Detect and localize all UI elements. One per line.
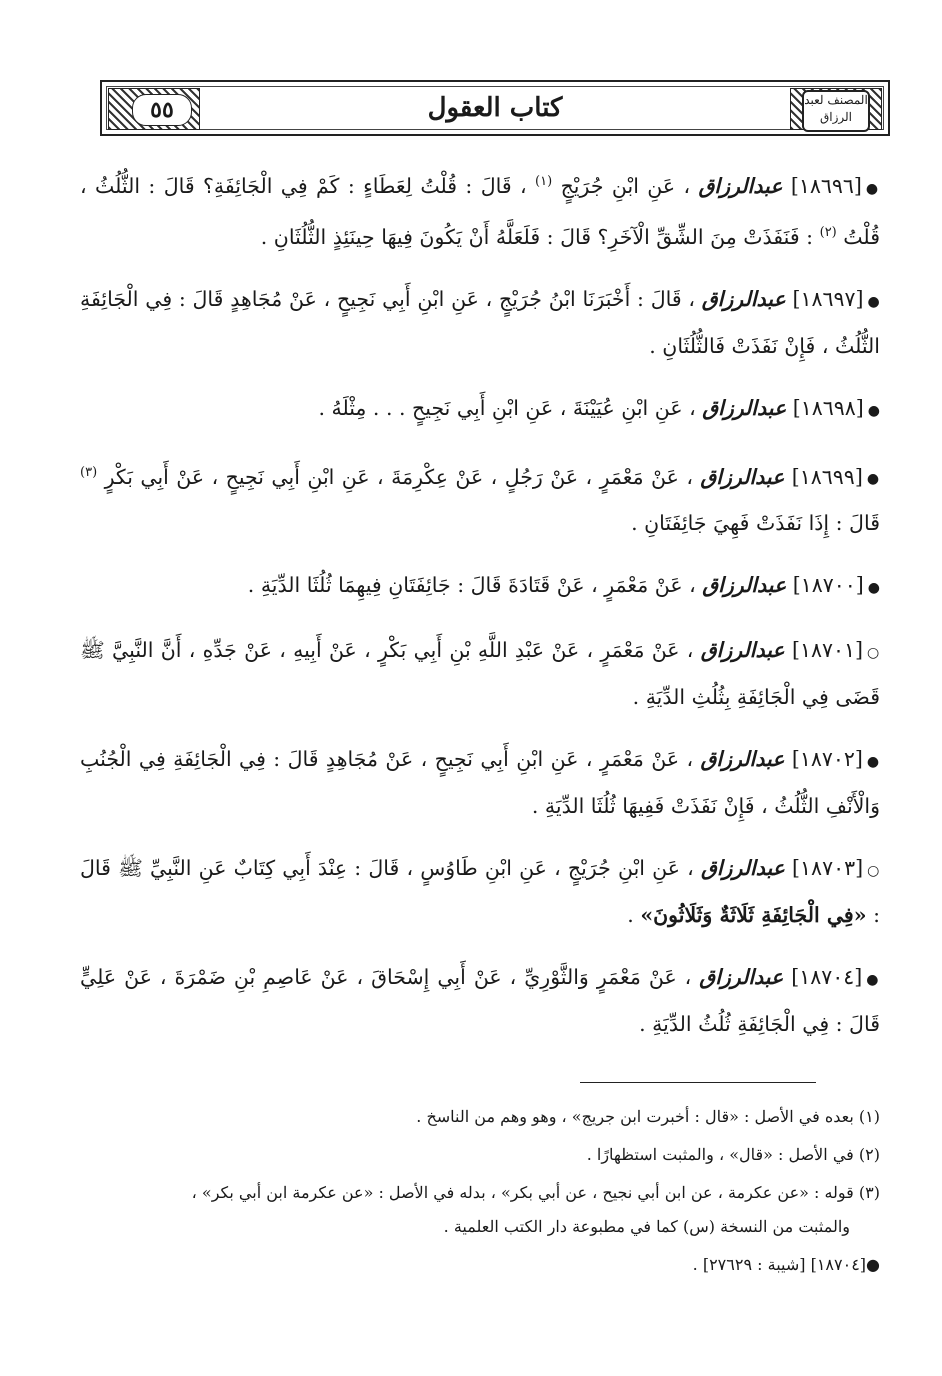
entry-number: [١٨٧٠٤] [791,965,863,990]
entry-text: ، عَنِ ابْنِ جُرَيْجٍ ، عَنِ ابْنِ طَاوُسٍ ، قَالَ : عِنْدَ أَبِي كِتَابٌ عَنِ النَّبِيِّ ﷺ قَالَ : [80,856,880,928]
entry-text: قَالَ : إِذَا نَفَذَتْ فَهِيَ جَائِفَتَانِ . [631,511,880,536]
footnote-divider [580,1082,816,1083]
entry-number: [١٨٦٩٧] [792,286,864,311]
entry-marker: ● [866,972,880,989]
entry-marker: ● [867,293,880,310]
entry-text: ، عَنِ ابْنِ عُيَيْنَةَ ، عَنِ ابْنِ أَبِي نَجِيحٍ . . . مِثْلَهُ . [318,395,696,420]
entry-author: عبدالرزاق [701,286,786,311]
entry-author: عبدالرزاق [700,638,785,663]
entry-text: ، عَنْ مَعْمَرٍ ، عَنْ عَبْدِ اللَّهِ بْنِ أَبِي بَكْرٍ ، عَنْ أَبِيهِ ، عَنْ جَدِّهِ ، أَنَّ النَّبِيَّ ﷺ قَضَى فِي الْجَائِفَةِ بِثُلُثِ الدِّيَةِ . [80,638,880,710]
entry-marker: ● [866,754,880,771]
entry-text: ، عَنْ مَعْمَرٍ ، عَنِ ابْنِ أَبِي نَجِيحٍ ، عَنْ مُجَاهِدٍ قَالَ : فِي الْجَائِفَةِ فِي الْجُنُبِ وَالْأَنْفِ الثُّلُثُ ، فَإِنْ نَفَذَتْ فَفِيهَا ثُلُثَا الدِّيَةِ . [80,747,880,819]
entry-author: عبدالرزاق [700,747,785,772]
main-text [80,160,880,1064]
hadith-entry [80,628,880,719]
entry-text: : فَنَفَذَتْ مِنَ الشِّقِّ الْآخَرِ؟ قَالَ : فَلَعَلَّهُ أَنْ يَكُونَ فِيهَا حِينَئِذٍ الثُّلُثَانِ . [260,224,814,249]
footnote-item: (٣) قوله : «عن عكرمة ، عن ابن أبي نجيح ، عن أبي بكر» ، بدله في الأصل : «عن عكرمة ابن أبي بكر» ، [191,1183,880,1202]
hadith-entry [80,955,880,1046]
entry-text: ، عَنْ مَعْمَرٍ وَالثَّوْرِيِّ ، عَنْ أَبِي إِسْحَاقَ ، عَنْ عَاصِمِ بْنِ ضَمْرَةَ ، عَنْ عَلِيٍّ قَالَ : فِي الْجَائِفَةِ ثُلُثُ الدِّيَةِ . [80,965,880,1037]
entry-marker: ● [867,580,880,597]
page-number: ٥٥ [132,94,192,126]
hadith-entry [80,846,880,937]
entry-author: عبدالرزاق [699,965,784,990]
page-header [100,80,890,136]
hadith-entry [80,386,880,433]
entry-author: عبدالرزاق [702,573,787,598]
book-seal-logo: المصنف لعبد الرزاق [802,90,870,132]
entry-marker: ● [865,180,880,197]
entry-marker: ● [866,471,880,488]
entry-author: عبدالرزاق [702,395,787,420]
footnote-ref: (٢) [819,224,837,240]
footnote-item: (١) بعده في الأصل : «قال : أخبرت ابن جريج» ، وهو وهم من الناسخ . [416,1107,880,1126]
source-reference: ●[١٨٧٠٤] [شيبة : ٢٧٦٢٩] . [692,1255,880,1274]
entry-author: عبدالرزاق [698,173,783,198]
entry-number: [١٨٧٠٠] [792,573,864,598]
entry-number: [١٨٧٠١] [791,638,863,663]
footnote-ref: (١) [535,174,553,189]
prophetic-quote: «فِي الْجَائِفَةِ ثَلَاثَةٌ وَثَلَاثُونَ» [640,903,867,928]
entry-author: عبدالرزاق [700,856,785,881]
entry-text: ، قَالَ : قُلْتُ لِعَطَاءٍ : كَمْ فِي الْجَائِفَةِ؟ قَالَ : الثُّلُثُ ، قُلْتُ [80,173,880,249]
footnote-item-continuation: والمثبت من النسخة (س) كما في مطبوعة دار الكتب العلمية . [443,1217,850,1236]
hadith-entry [80,563,880,610]
entry-text: ، عَنْ مَعْمَرٍ ، عَنْ رَجُلٍ ، عَنْ عِكْرِمَةَ ، عَنِ ابْنِ أَبِي نَجِيحٍ ، عَنْ أَبِي بَكْرٍ [104,464,693,489]
entry-number: [١٨٦٩٨] [792,395,864,420]
hadith-entry [80,737,880,828]
footnote-ref: (٣) [80,464,98,480]
entry-marker: ○ [867,645,880,662]
entry-number: [١٨٦٩٩] [791,464,863,489]
entry-number: [١٨٦٩٦] [790,173,862,198]
entry-number: [١٨٧٠٢] [791,747,863,772]
entry-text: ، قَالَ : أَخْبَرَنَا ابْنُ جُرَيْجٍ ، عَنِ ابْنِ أَبِي نَجِيحٍ ، عَنْ مُجَاهِدٍ قَالَ : فِي الْجَائِفَةِ الثُّلُثُ ، فَإِنْ نَفَذَتْ فَالثُّلُثَانِ . [80,286,880,358]
entry-text: . [627,903,634,928]
hadith-entry [80,277,880,368]
book-title: كتاب العقول [414,93,577,123]
footnotes [80,1100,880,1286]
entry-author: عبدالرزاق [700,464,785,489]
entry-text: ، عَنْ مَعْمَرٍ ، عَنْ قَتَادَةَ قَالَ : جَائِفَتَانِ فِيهِمَا ثُلُثَا الدِّيَةِ . [247,573,696,598]
hadith-entry [80,160,880,259]
footnote-item: (٢) في الأصل : «قال» ، والمثبت استظهارًا . [586,1145,880,1164]
entry-marker: ○ [867,863,880,880]
entry-number: [١٨٧٠٣] [792,856,864,881]
entry-text: ، عَنِ ابْنِ جُرَيْجٍ [560,173,691,198]
hadith-entry [80,451,880,546]
entry-marker: ● [867,402,880,419]
